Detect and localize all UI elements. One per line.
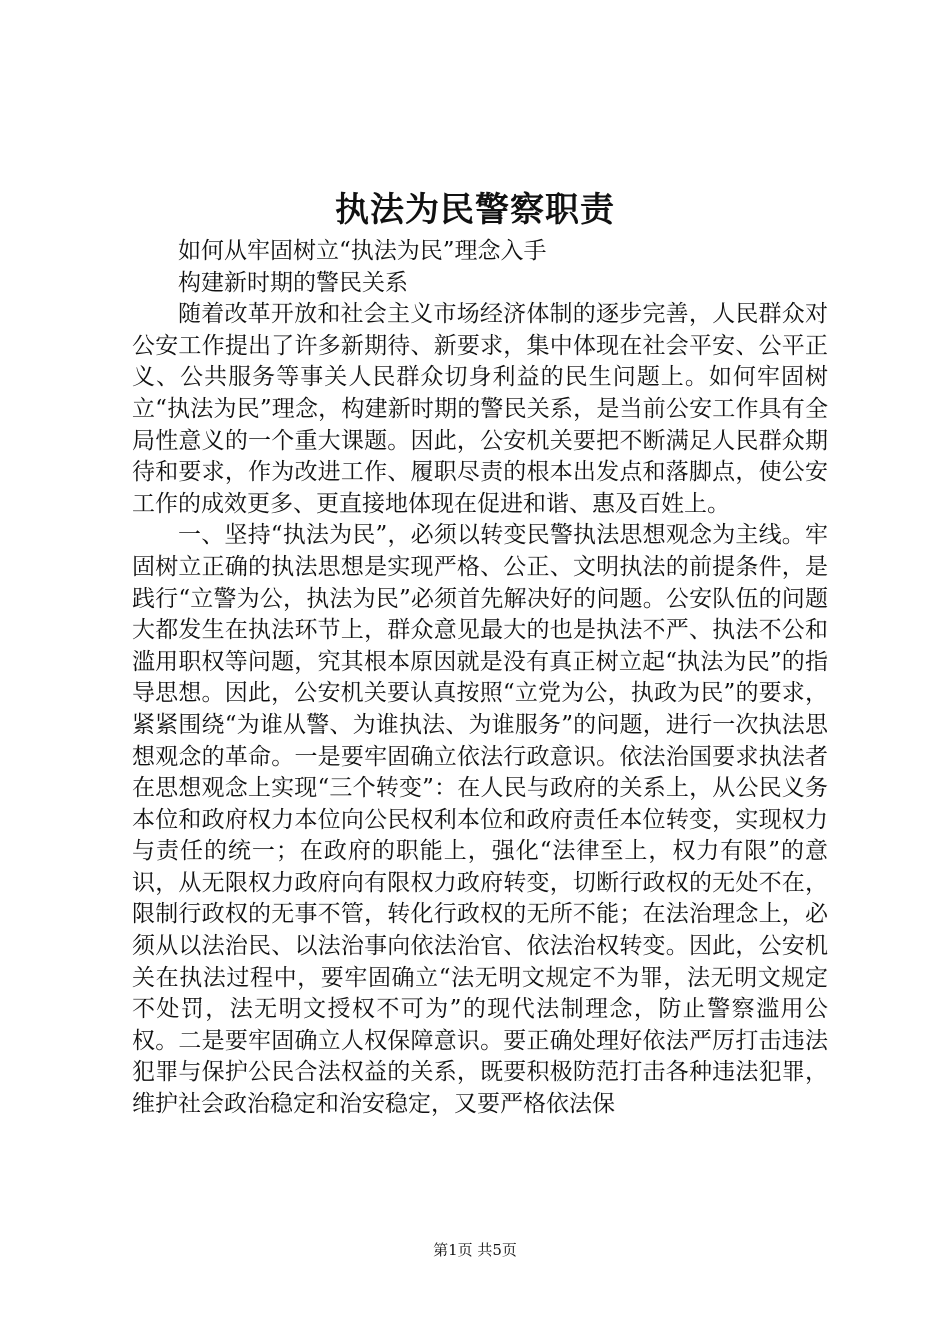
document-body (132, 236, 828, 1121)
paragraph-subtitle-1: 如何从牢固树立“执法为民”理念入手 (178, 238, 547, 264)
document-title: 执法为民警察职责 (335, 190, 615, 230)
paragraph-intro: 随着改革开放和社会主义市场经济体制的逐步完善，人民群众对公安工作提出了许多新期待、新要求，集中体现在社会平安、公平正义、公共服务等事关人民群众切身利益的民生问题上。如何牢固树立“执法为民”理念，构建新时期的警民关系，是当前公安工作具有全局性意义的一个重大课题。因此，公安机关要把不断满足人民群众期待和要求，作为改进工作、履职尽责的根本出发点和落脚点，使公安工作的成效更多、更直接地体现在促进和谐、惠及百姓上。 (132, 301, 828, 517)
page-number-footer: 第1页 共5页 (433, 1241, 517, 1259)
paragraph-subtitle-2: 构建新时期的警民关系 (178, 269, 408, 296)
paragraph-section-1: 一、坚持“执法为民”，必须以转变民警执法思想观念为主线。牢固树立正确的执法思想是实现严格、公正、文明执法的前提条件，是践行“立警为公，执法为民”必须首先解决好的问题。公安队伍的问题大都发生在执法环节上，群众意见最大的也是执法不严、执法不公和滥用职权等问题，究其根本原因就是没有真正树立起“执法为民”的指导思想。因此，公安机关要认真按照“立党为公，执政为民”的要求，紧紧围绕“为谁从警、为谁执法、为谁服务”的问题，进行一次执法思想观念的革命。一是要牢固确立依法行政意识。依法治国要求执法者在思想观念上实现“三个转变”：在人民与政府的关系上，从公民义务本位和政府权力本位向公民权利本位和政府责任本位转变，实现权力与责任的统一；在政府的职能上，强化“法律至上，权力有限”的意识，从无限权力政府向有限权力政府转变，切断行政权的无处不在，限制行政权的无事不管，转化行政权的无所不能；在法治理念上，必须从以法治民、以法治事向依法治官、依法治权转变。因此，公安机关在执法过程中，要牢固确立“法无明文规定不为罪，法无明文规定不处罚，法无明文授权不可为”的现代法制理念，防止警察滥用公权。二是要牢固确立人权保障意识。要正确处理好依法严厉打击违法犯罪与保护公民合法权益的关系，既要积极防范打击各种违法犯罪，维护社会政治稳定和治安稳定，又要严格依法保 (132, 522, 828, 1118)
